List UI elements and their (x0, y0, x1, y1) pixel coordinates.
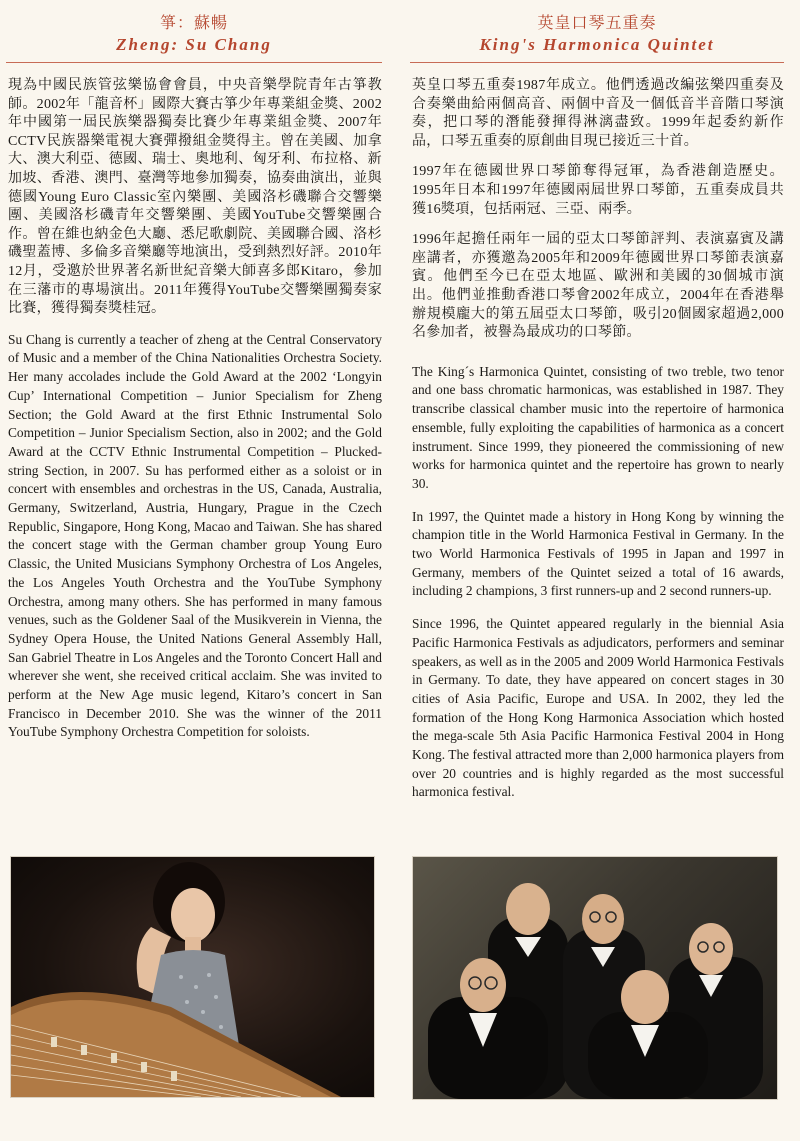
biography-en-3: Since 1996, the Quintet appeared regularly in the biennial Asia Pacific Harmonica Festivals as adjudicators, performers and seminar speakers, as well as in the 2005 and 2009 World Harmonica Festivals in Germany. To date, they have appeared on concert stages in 30 cities of Asia Pacific, Europe and USA. In 2002, they led the formation of the Hong Kong Harmonica Association which hosted the mega-scale 5th Asia Pacific Harmonica Festival 2004 in Hong Kong. The festival attracted more than 2,000 harmonica players from over 20 countries and is highly regarded as the most successful harmonica festival. (412, 616, 784, 800)
zheng-player-illustration (11, 857, 374, 1097)
biography-en-2: In 1997, the Quintet made a history in Hong Kong by winning the champion title in the World Harmonica Festival in Germany. In the two World Harmonica Festivals of 1995 in Japan and 1997 in Germany, members of the Quintet seized a total of 16 awards, including 2 champions, 3 first runners-up and 2 second runners-up. (412, 508, 784, 599)
biography-zh: 現為中國民族管弦樂協會會員，中央音樂學院青年古箏教師。2002年「龍音杯」國際大賽古箏少年專業組金獎、2002年中國第一屆民族樂器獨奏比賽少年專業組金獎、2007年CCTV民族器樂電視大賽彈撥組金獎得主。曾在美國、加拿大、澳大利亞、德國、瑞士、奧地利、匈牙利、布拉格、新加坡、香港、澳門、臺灣等地參加獨奏，協奏曲演出，並與德國Young Euro Classic室內樂團、美國洛杉磯聯合交響樂團、美國洛杉磯青年交響樂團、美國YouTube交響樂團合作。曾在維也納金色大廳、悉尼歌劇院、美國聯合國、洛杉磯聖蓋博、多倫多音樂廳等地演出，受到熱烈好評。2010年12月，受邀於世界著名新世紀音樂大師喜多郎Kitaro，參加在三藩市的專場演出。2011年獲得YouTube交響樂團獨奏家比賽，獲得獨奏獎桂冠。 (8, 78, 382, 317)
section-title-en: Zheng: Su Chang (116, 35, 272, 54)
quintet-photo (412, 856, 778, 1100)
biography-zh-1: 英皇口琴五重奏1987年成立。他們透過改編弦樂四重奏及合奏樂曲給兩個高音、兩個中音及一個低音半音階口琴演奏，把口琴的潛能發揮得淋漓盡致。1999年起委約新作品，口琴五重奏的原創曲目現已接近三十首。 (412, 78, 784, 149)
quintet-column (410, 0, 784, 816)
section-title-zh: 箏：蘇暢 (159, 15, 228, 32)
quintet-illustration (413, 857, 777, 1099)
su-chang-column (6, 0, 382, 756)
biography-zh-3: 1996年起擔任兩年一屆的亞太口琴節評判、表演嘉賓及講座講者，亦獲邀為2005年和2009年德國世界口琴節表演嘉賓。他們至今已在亞太地區、歐洲和美國的30個城市演出。他們並推動香港口琴會2002年成立，2004年在香港舉辦規模龐大的第五屆亞太口琴節，吸引20個國家超過2,000名參加者，被譽為最成功的口琴節。 (412, 232, 784, 341)
section-title-en: King's Harmonica Quintet (479, 35, 715, 54)
title-divider (6, 62, 382, 63)
biography-en-1: The King´s Harmonica Quintet, consisting of two treble, two tenor and one bass chromatic harmonicas, was established in 1987. They transcribe classical chamber music into the repertoire of harmonica ensemble, fully exploiting the capabilities of harmonica as a concert instrument. Since 1999, they pioneered the commissioning of new works for harmonica quintet and the repertoire has grown to nearly 30. (412, 363, 784, 491)
title-divider (410, 62, 784, 63)
biography-zh-2: 1997年在德國世界口琴節奪得冠軍，為香港創造歷史。1995年日本和1997年德國兩屆世界口琴節，五重奏成員共獲16獎項，包括兩冠、三亞、兩季。 (412, 164, 784, 217)
su-chang-photo (10, 856, 375, 1098)
biography-en: Su Chang is currently a teacher of zheng at the Central Conservatory of Music and a member of the China Nationalities Orchestra Society. Her many accolades include the Gold Award at the 2002 ‘Longyin Cup’ International Competition – Junior Specialism for Zheng Section; the Gold Award at the first Ethnic Instrumental Solo Competition – Junior Specialism Section, also in 2002; and the Gold Award at the CCTV Ethnic Instrumental Competition – Plucked-string Section, in 2007. Su has performed either as a soloist or in concert with ensembles and orchestras in the US, Canada, Australia, Germany, Switzerland, Austria, Hungary, Prague in the Czech Republic, Singapore, Hong Kong, Macao and Taiwan. She has shared the concert stage with the German chamber group Young Euro Classic, the United Musicians Symphony Orchestra of Los Angeles, the Los Angeles Youth Orchestra and the YouTube Symphony Orchestra, among many others. She has performed in many famous venues, such as the Goldener Saal of the Musikverein in Vienna, the Sydney Opera House, the United Nations General Assembly Hall, San Gabriel Theatre in Los Angeles and the Toronto Concert Hall and wherever she went, she received critical acclaim. She was invited to perform at the New Age music legend, Kitaro’s concert in San Francisco in December 2010. She was the winner of the 2011 YouTube Symphony Orchestra Competition for soloists. (8, 331, 382, 740)
section-title-zh: 英皇口琴五重奏 (537, 15, 657, 32)
